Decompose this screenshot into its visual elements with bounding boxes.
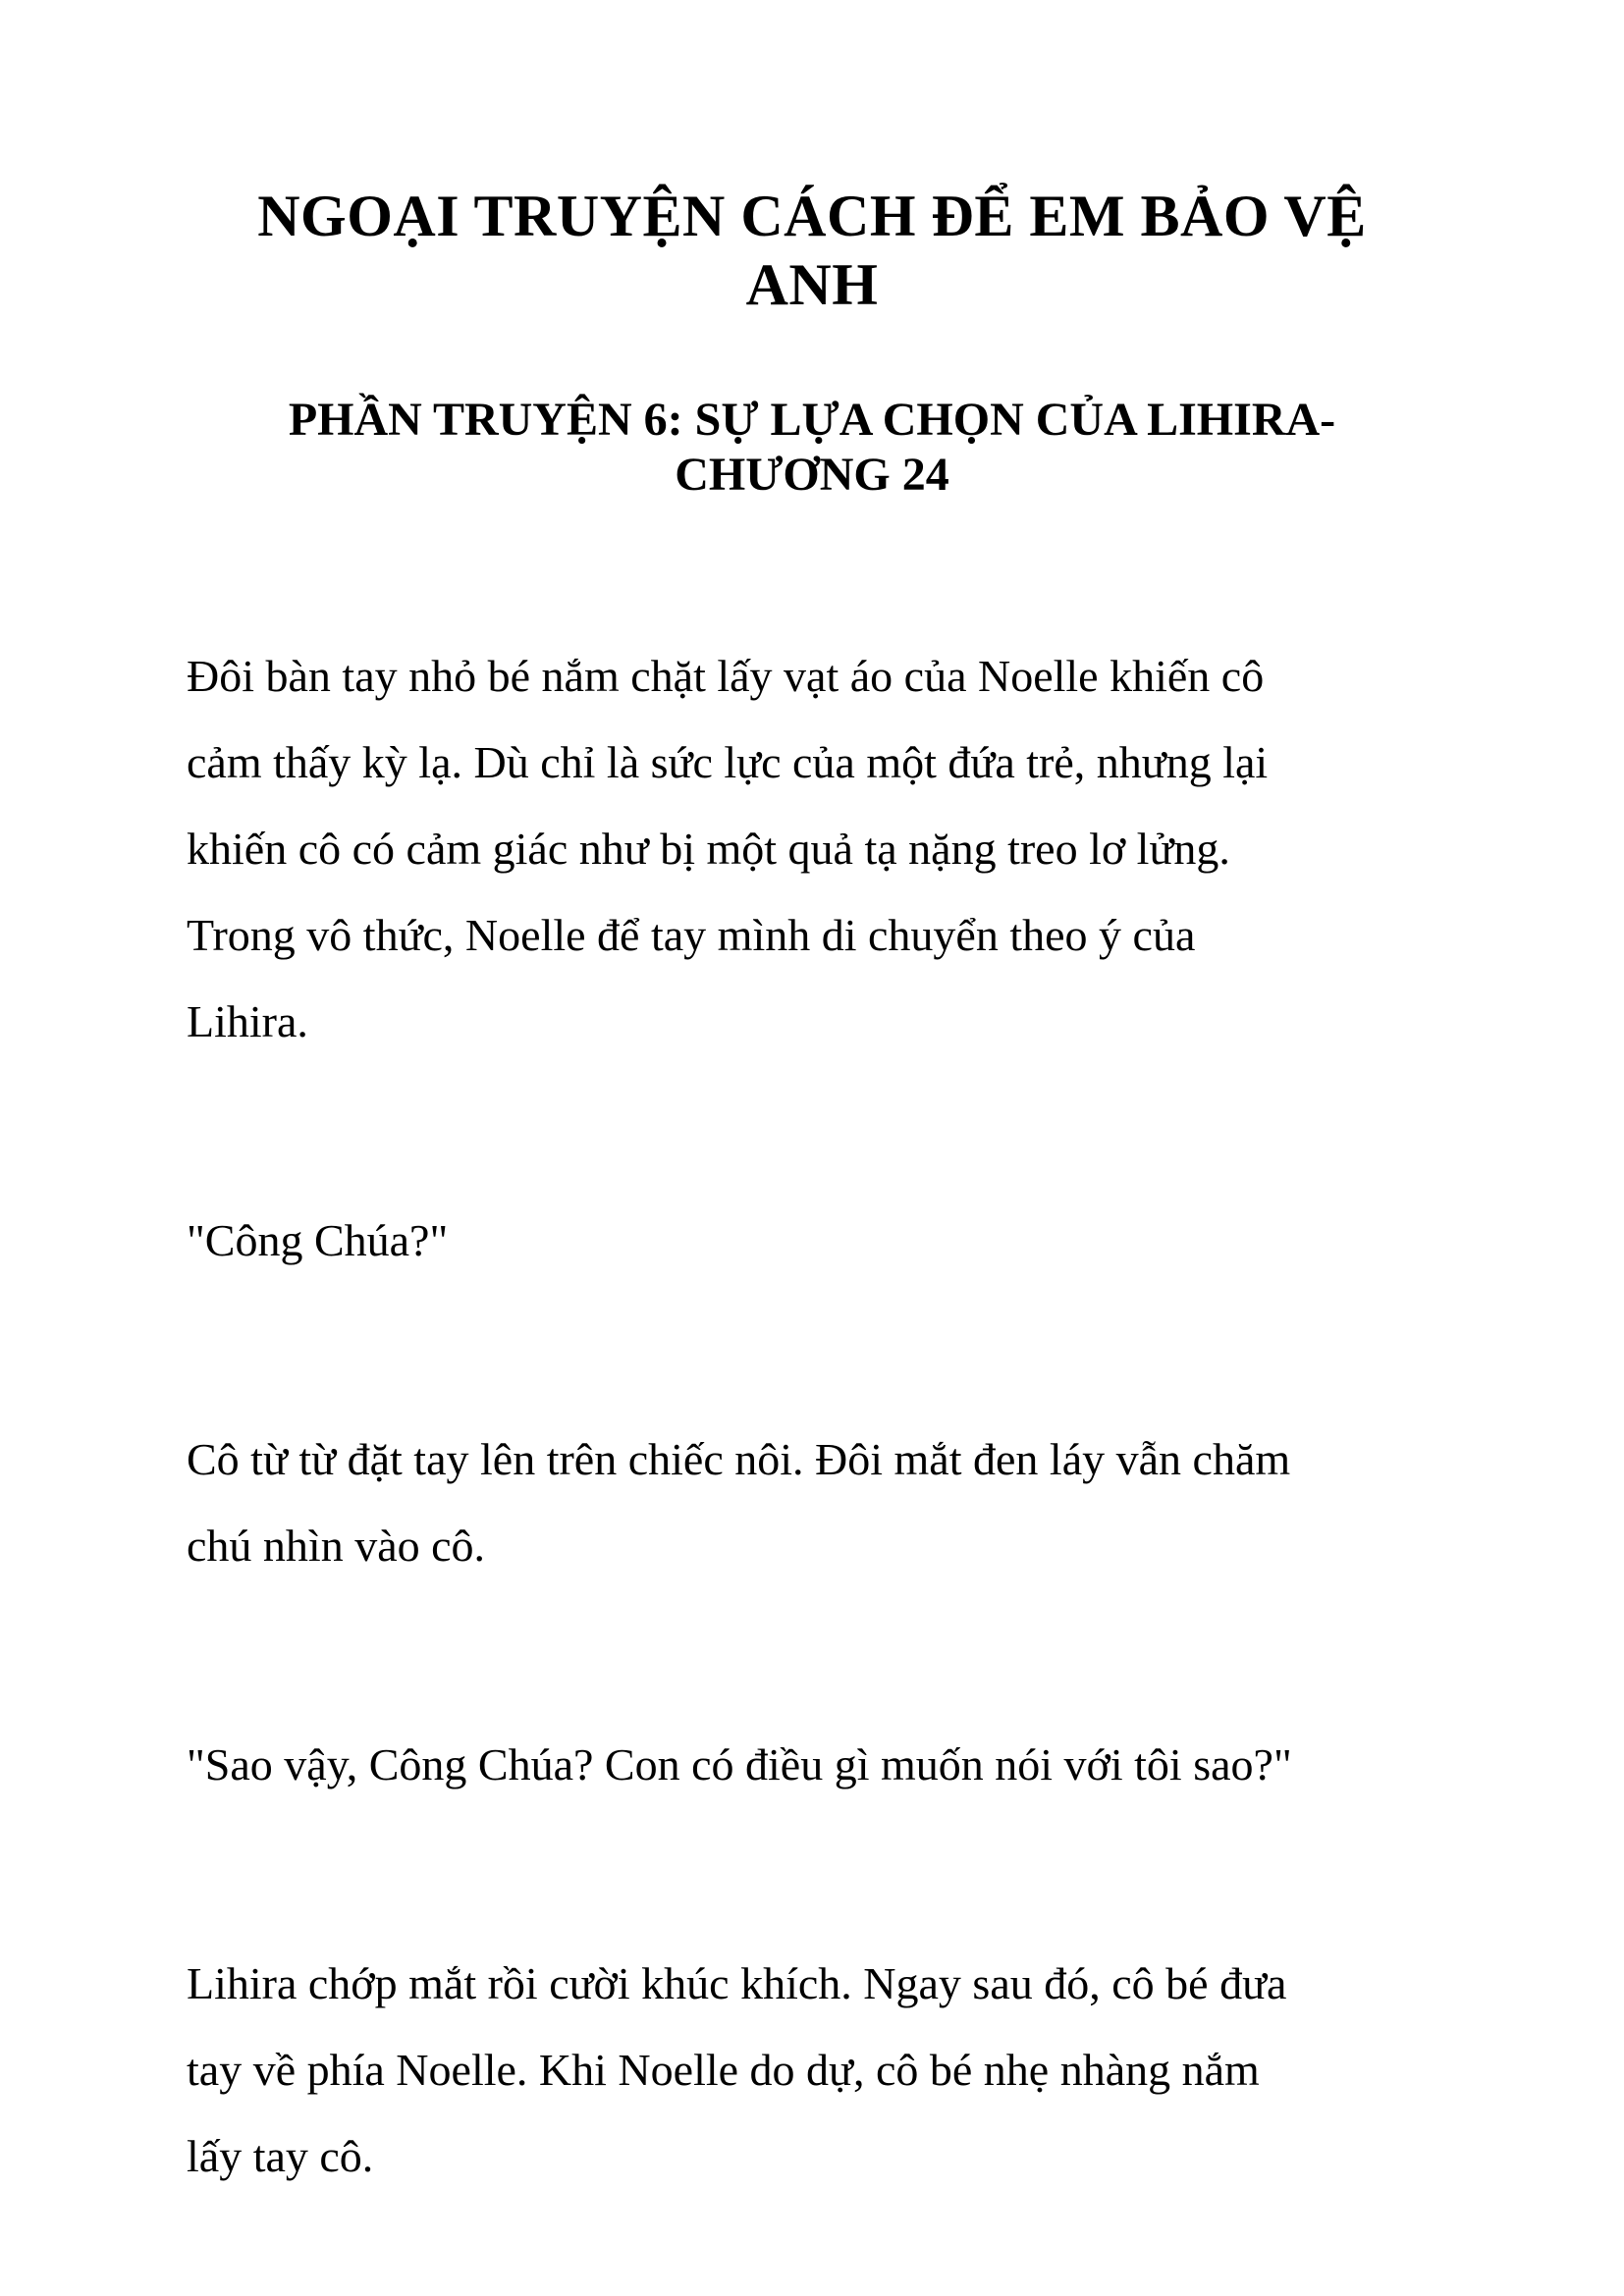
text-line: Lihira. bbox=[187, 996, 308, 1046]
text-line: khiến cô có cảm giác như bị một quả tạ nặng treo lơ lửng. bbox=[187, 824, 1230, 874]
text-line: "Công Chúa?" bbox=[187, 1215, 449, 1265]
story-paragraph bbox=[187, 633, 1437, 1065]
story-paragraph bbox=[187, 1941, 1437, 2200]
page-title: NGOẠI TRUYỆN CÁCH ĐỂ EM BẢO VỆ ANH bbox=[257, 184, 1367, 317]
text-line: Đôi bàn tay nhỏ bé nắm chặt lấy vạt áo của Noelle khiến cô bbox=[187, 651, 1265, 701]
text-line: chú nhìn vào cô. bbox=[187, 1521, 486, 1571]
page-subtitle: PHẦN TRUYỆN 6: SỰ LỰA CHỌN CỦA LIHIRA- CHƯƠNG 24 bbox=[288, 394, 1336, 501]
text-line: Trong vô thức, Noelle để tay mình di chuyển theo ý của bbox=[187, 910, 1196, 960]
text-line: tay về phía Noelle. Khi Noelle do dự, cô bé nhẹ nhàng nắm bbox=[187, 2045, 1260, 2095]
text-line: "Sao vậy, Công Chúa? Con có điều gì muốn nói với tôi sao?" bbox=[187, 1739, 1292, 1789]
story-paragraph bbox=[187, 1722, 1437, 1808]
text-line: Lihira chớp mắt rồi cười khúc khích. Ngay sau đó, cô bé đưa bbox=[187, 1958, 1287, 2008]
story-paragraph bbox=[187, 1198, 1437, 1284]
text-line: Cô từ từ đặt tay lên trên chiếc nôi. Đôi mắt đen láy vẫn chăm bbox=[187, 1434, 1291, 1484]
text-line: lấy tay cô. bbox=[187, 2131, 374, 2181]
story-paragraph bbox=[187, 1416, 1437, 1589]
text-line: cảm thấy kỳ lạ. Dù chỉ là sức lực của một đứa trẻ, nhưng lại bbox=[187, 737, 1269, 787]
story-body bbox=[187, 633, 1437, 2200]
